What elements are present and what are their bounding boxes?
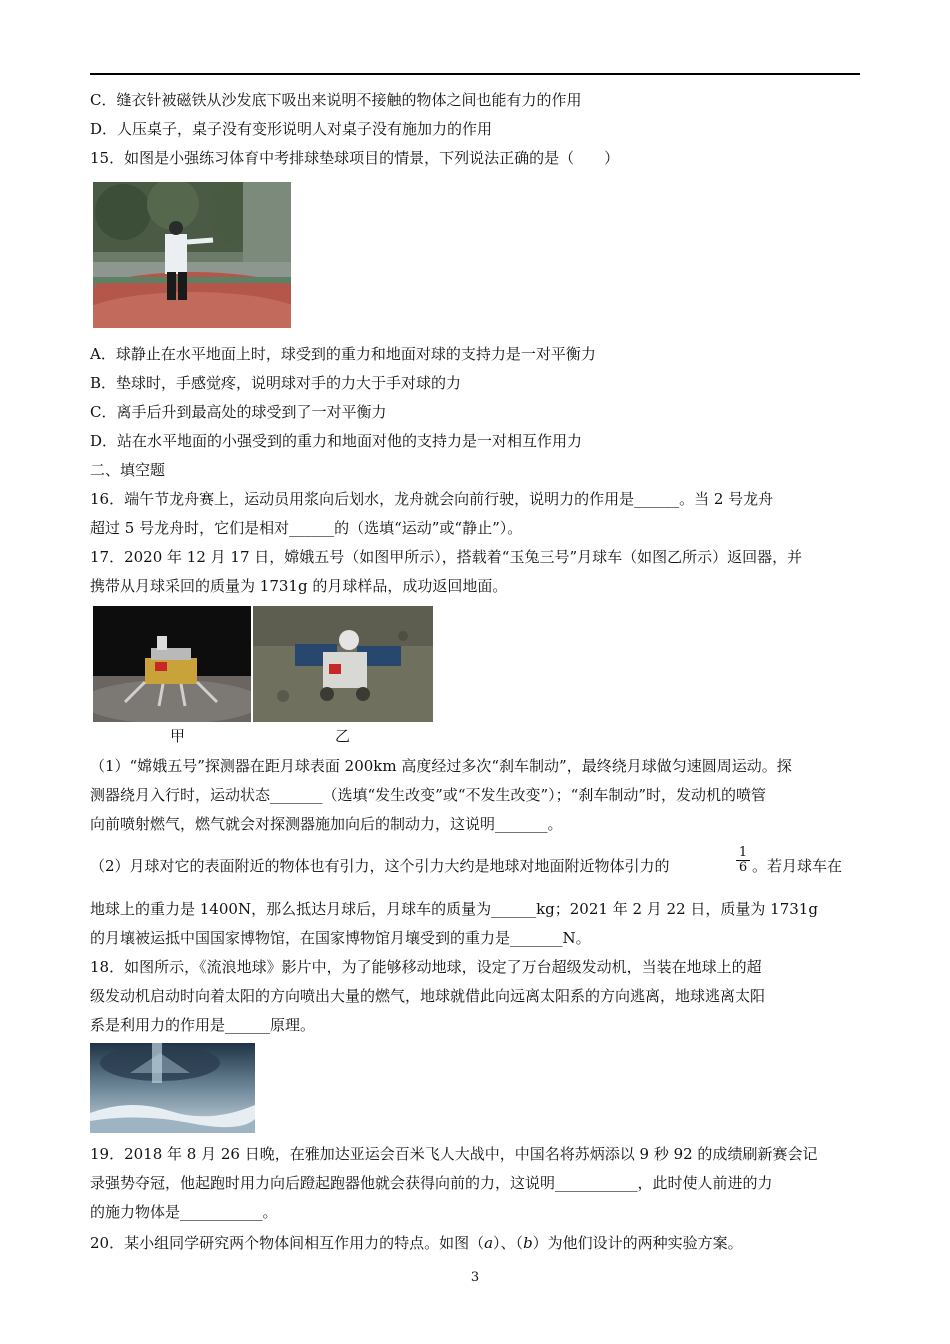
volleyball-photo [93,182,291,328]
q16-line-1: 16．端午节龙舟赛上，运动员用浆向后划水，龙舟就会向前行驶，说明力的作用是______。当 2 号龙舟 [90,490,774,508]
q20-label-b: b [523,1234,533,1252]
q18-line-1: 18．如图所示，《流浪地球》影片中，为了能够移动地球，设定了万台超级发动机，当装在地球上的超 [90,958,762,976]
q17-line-2: 携带从月球采回的质量为 1731g 的月球样品，成功返回地面。 [90,577,508,595]
q20-line-1 [90,1233,743,1253]
q17-part2-line-1a: （2）月球对它的表面附近的物体也有引力，这个引力大约是地球对地面附近物体引力的 [90,857,670,875]
q17-part2-line-1b: 。若月球车在 [752,857,843,875]
fraction-numerator: 1 [738,845,748,860]
q19-line-2: 录强势夺冠，他起跑时用力向后蹬起跑器他就会获得向前的力，这说明___________，此时使人前进的力 [90,1174,773,1192]
caption-jia: 甲 [170,727,186,745]
q20-text-2: ）、（ [493,1234,524,1252]
q17-line-1: 17．2020 年 12 月 17 日，嫦娥五号（如图甲所示），搭载着“玉兔三号”月球车（如图乙所示）返回器，并 [90,548,803,566]
q16-line-2: 超过 5 号龙舟时，它们是相对______的（选填“运动”或“静止”）。 [90,519,523,537]
q19-line-1: 19．2018 年 8 月 26 日晚，在雅加达亚运会百米飞人大战中，中国名将苏炳添以 9 秒 92 的成绩刷新赛会记 [90,1145,818,1163]
wandering-earth-photo [90,1043,255,1133]
page-number: 3 [470,1270,480,1285]
q18-line-2: 级发动机启动时向着太阳的方向喷出大量的燃气，地球就借此向远离太阳系的方向逃离，地球逃离太阳 [90,987,766,1005]
change5-lander-photo [93,606,251,722]
q20-text-1: 20．某小组同学研究两个物体间相互作用力的特点。如图（ [90,1234,485,1252]
q17-part2-line-3: 的月壤被运抵中国国家博物馆，在国家博物馆月壤受到的重力是_______N。 [90,929,591,947]
q15-stem: 15．如图是小强练习体育中考排球垫球项目的情景，下列说法正确的是（ ） [90,149,620,167]
q18-line-3: 系是利用力的作用是______原理。 [90,1016,316,1034]
q17-part1-line-3: 向前喷射燃气，燃气就会对探测器施加向后的制动力，这说明_______。 [90,815,563,833]
q15-option-a: A．球静止在水平地面上时，球受到的重力和地面对球的支持力是一对平衡力 [90,345,596,363]
q14-option-c: C．缝衣针被磁铁从沙发底下吸出来说明不接触的物体之间也能有力的作用 [90,91,582,109]
q15-option-c: C．离手后升到最高处的球受到了一对平衡力 [90,403,387,421]
yutu-rover-photo [253,606,433,722]
q17-part1-line-1: （1）“嫦娥五号”探测器在距月球表面 200km 高度经过多次“刹车制动”，最终绕月球做匀速圆周运动。探 [90,757,792,775]
fraction-one-sixth [736,846,750,875]
q17-part2-line-2: 地球上的重力是 1400N，那么抵达月球后，月球车的质量为______kg；2021 年 2 月 22 日，质量为 1731g [90,900,818,918]
q20-label-a: a [484,1234,494,1252]
caption-yi: 乙 [335,727,351,745]
q19-line-3: 的施力物体是___________。 [90,1203,278,1221]
q17-part1-line-2: 测器绕月入行时，运动状态_______（选填“发生改变”或“不发生改变”）；“刹车制动”时，发动机的喷管 [90,786,767,804]
q15-option-d: D．站在水平地面的小强受到的重力和地面对他的支持力是一对相互作用力 [90,432,583,450]
section-heading-fill-blank: 二、填空题 [90,461,166,479]
q15-option-b: B．垫球时，手感觉疼，说明球对手的力大于手对球的力 [90,374,462,392]
q14-option-d: D．人压桌子，桌子没有变形说明人对桌子没有施加力的作用 [90,120,493,138]
fraction-denominator: 6 [736,860,750,875]
q20-text-3: ）为他们设计的两种实验方案。 [532,1234,743,1252]
header-rule [90,73,860,75]
